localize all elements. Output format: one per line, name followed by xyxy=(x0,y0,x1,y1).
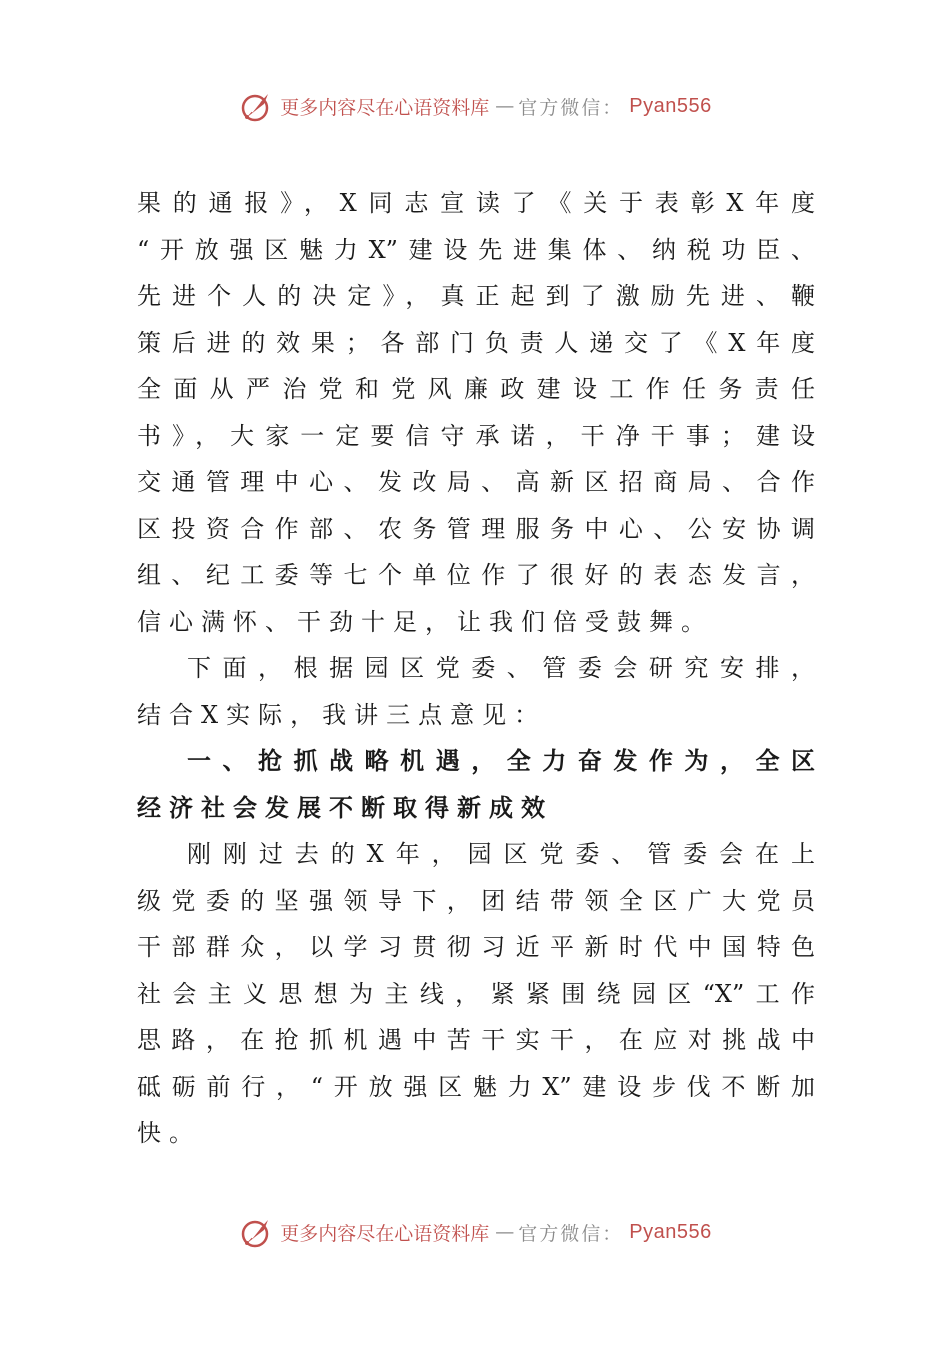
text-line: 果的通报》，X同志宣读了《关于表彰X年度 xyxy=(137,189,815,217)
quill-logo-icon xyxy=(238,88,274,124)
watermark-wechat-id: Pyan556 xyxy=(629,1220,712,1243)
text-line: 交通管理中心、发改局、高新区招商局、合作 xyxy=(137,468,815,496)
text-line: 策后进的效果；各部门负责人递交了《X年度 xyxy=(137,328,815,357)
text-line: 砥砺前行，“开放强区魅力X”建设步伐不断加 xyxy=(137,1072,815,1101)
text-line: 下面，根据园区党委、管委会研究安排， xyxy=(187,654,815,682)
watermark-wechat-label: 官方微信： xyxy=(518,96,624,119)
text-line: 思路，在抢抓机遇中苦干实干，在应对挑战中 xyxy=(137,1026,815,1054)
watermark-wechat-id: Pyan556 xyxy=(629,94,712,117)
watermark-dash: — xyxy=(495,95,513,117)
watermark-wechat-label: 官方微信： xyxy=(518,1222,624,1245)
section-heading: 一、抢抓战略机遇，全力奋发作为，全区 xyxy=(187,747,815,775)
text-line: “开放强区魅力X”建设先进集体、纳税功臣、 xyxy=(137,235,815,264)
text-line: 先进个人的决定》，真正起到了激励先进、鞭 xyxy=(137,282,815,310)
text-line: 区投资合作部、农务管理服务中心、公安协调 xyxy=(137,514,815,543)
text-line: 快。 xyxy=(137,1119,201,1147)
text-line: 信心满怀、干劲十足，让我们倍受鼓舞。 xyxy=(137,607,713,636)
text-line: 社会主义思想为主线，紧紧围绕园区“X”工作 xyxy=(137,979,815,1008)
text-line: 刚刚过去的X年，园区党委、管委会在上 xyxy=(187,840,815,868)
text-line: 级党委的坚强领导下，团结带领全区广大党员 xyxy=(137,886,815,915)
text-line: 干部群众，以学习贯彻习近平新时代中国特色 xyxy=(137,933,815,961)
text-line: 全面从严治党和党风廉政建设工作任务责任 xyxy=(137,375,815,403)
footer-watermark xyxy=(0,1212,950,1252)
watermark-main-text: 更多内容尽在心语资料库 xyxy=(280,96,490,119)
header-watermark xyxy=(0,86,950,126)
text-line: 书》，大家一定要信守承诺，干净干事；建设 xyxy=(137,421,815,450)
quill-logo-icon xyxy=(238,1214,274,1250)
watermark-dash: — xyxy=(495,1221,513,1243)
section-heading: 经济社会发展不断取得新成效 xyxy=(137,793,553,822)
text-line: 结合X实际，我讲三点意见： xyxy=(137,700,547,729)
watermark-main-text: 更多内容尽在心语资料库 xyxy=(280,1222,490,1245)
document-body xyxy=(137,180,815,1157)
text-line: 组、纪工委等七个单位作了很好的表态发言， xyxy=(137,561,815,589)
